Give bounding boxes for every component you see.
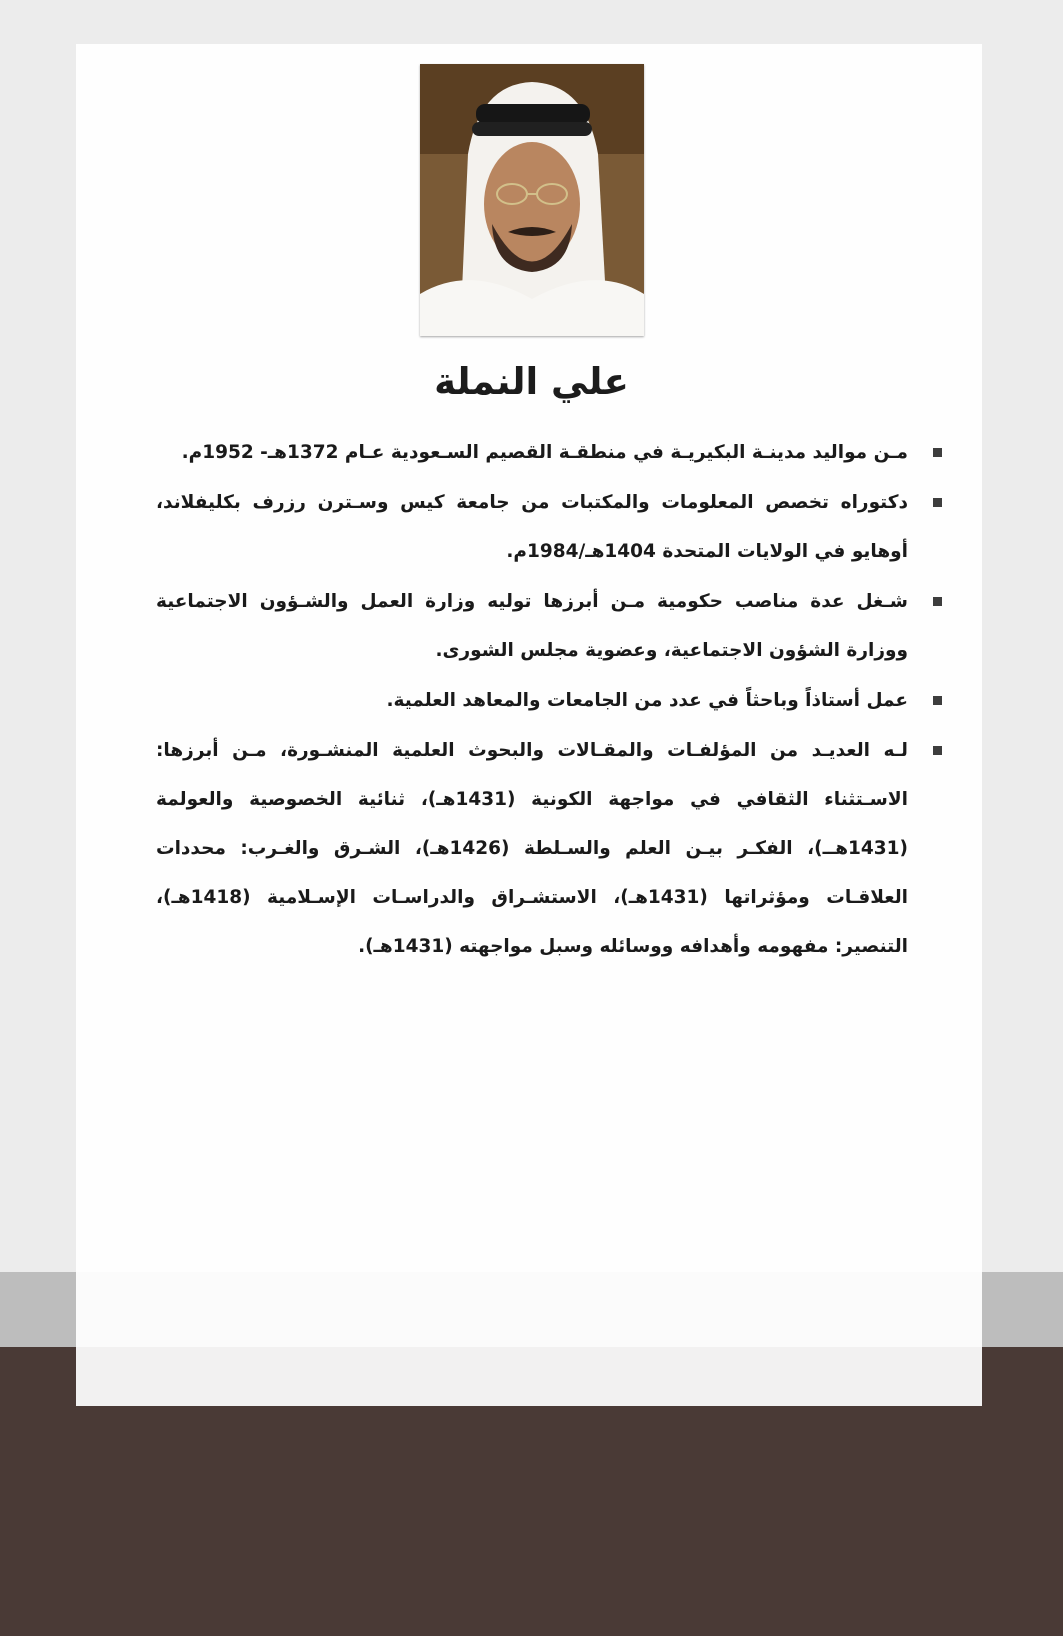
bio-item (156, 428, 946, 477)
bio-item (156, 577, 946, 675)
bio-item-text: شـغل عدة مناصب حكومية مـن أبرزها توليه وزارة العمل والشـؤون الاجتماعية ووزارة الشؤون الاجتماعية، وعضوية مجلس الشورى. (156, 591, 908, 661)
bio-item-text: مـن مواليد مدينـة البكيريـة في منطقـة القصيم السـعودية عـام 1372هـ- 1952م. (181, 442, 908, 463)
author-photo (420, 64, 644, 336)
bullet-square-icon (933, 746, 942, 755)
bio-item-text: عمل أستاذاً وباحثاً في عدد من الجامعات والمعاهد العلمية. (386, 690, 908, 711)
bullet-square-icon (933, 597, 942, 606)
bullet-square-icon (933, 448, 942, 457)
bullet-square-icon (933, 696, 942, 705)
bio-item-text: لـه العديـد من المؤلفـات والمقـالات والبحوث العلمية المنشـورة، مـن أبرزها: الاسـتثناء الثقافي في مواجهة الكونية (1431هـ)، ثنائية الخصوصية والعولمة (1431هــ)، الفكـر بيـن العلم والسـلطة (1426هـ)، الشـرق والغـرب: محددات العلاقـات ومؤثراتها (1431هـ)، الاستشـراق والدراسـات الإسـلامية (1418هـ)، التنصير: مفهومه وأهدافه ووسائله وسبل مواجهته (1431هـ). (156, 740, 909, 957)
bio-item (156, 676, 946, 725)
bullet-square-icon (933, 498, 942, 507)
biography-list (156, 428, 946, 972)
bio-item (156, 726, 946, 971)
author-name: علي النملة (434, 360, 629, 403)
bio-item (156, 478, 946, 576)
bio-item-text: دكتوراه تخصص المعلومات والمكتبات من جامعة كيس وسـترن رزرف بكليفلاند، أوهايو في الولايات المتحدة 1404هـ/1984م. (156, 492, 908, 562)
